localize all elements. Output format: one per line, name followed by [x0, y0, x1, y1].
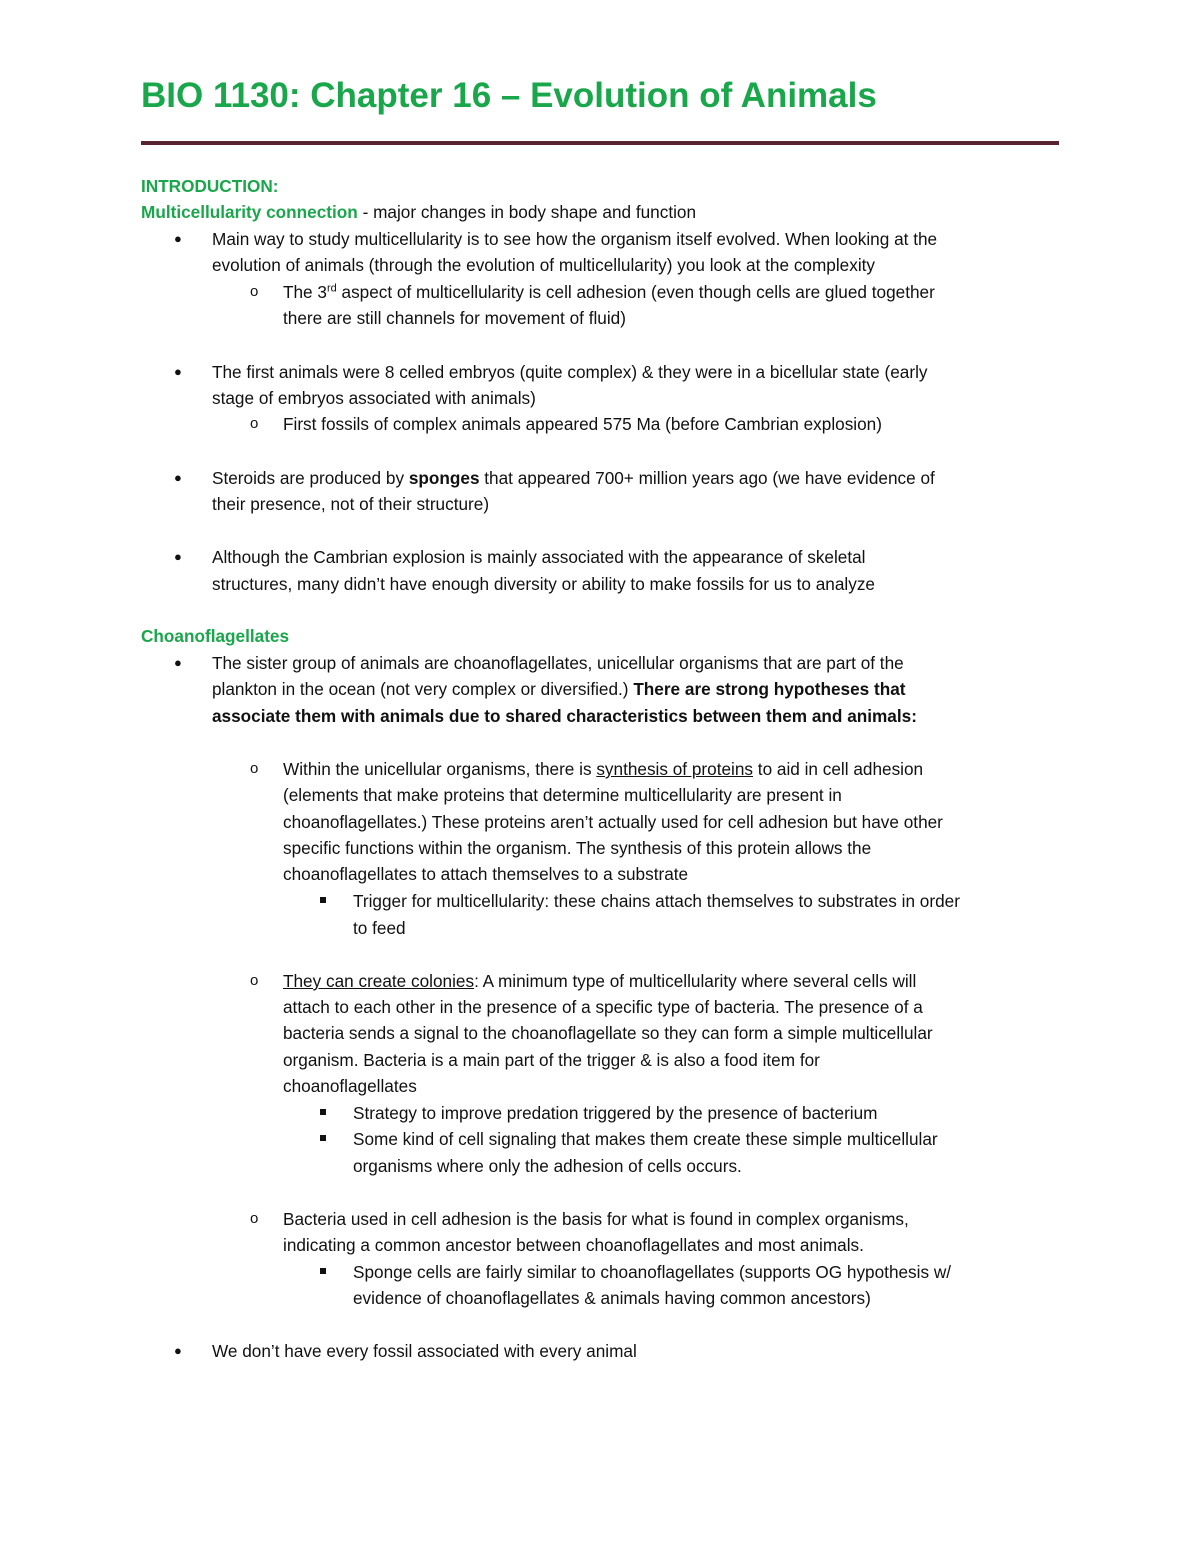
choano-bullet-1-line-2	[212, 678, 906, 700]
bullet-3-line-2: their presence, not of their structure)	[212, 494, 490, 514]
bullet-2a: First fossils of complex animals appeared 575 Ma (before Cambrian explosion)	[283, 414, 882, 434]
bullet-icon: ●	[174, 470, 182, 485]
sub-2-line-5: choanoflagellates	[283, 1076, 417, 1096]
sub-2b-line-2: organisms where only the adhesion of cells occurs.	[353, 1156, 742, 1176]
bullet-2-line-1: The first animals were 8 celled embryos (quite complex) & they were in a bicellular state (early	[212, 362, 928, 382]
bullet-3-line-1	[212, 467, 935, 489]
choano-bullet-1-line-1: The sister group of animals are choanoflagellates, unicellular organisms that are part of the	[212, 653, 904, 673]
bullet-4-line-1: Although the Cambrian explosion is mainly associated with the appearance of skeletal	[212, 547, 866, 567]
page-title: BIO 1130: Chapter 16 – Evolution of Animals	[141, 76, 877, 115]
multicellularity-line	[141, 201, 696, 223]
sub-1-line-3: choanoflagellates.) These proteins aren’t actually used for cell adhesion but have other	[283, 812, 943, 832]
sub-1a-line-2: to feed	[353, 918, 406, 938]
sub-3-line-2: indicating a common ancestor between choanoflagellates and most animals.	[283, 1235, 864, 1255]
sub-1-text: Within the unicellular organisms, there is	[283, 759, 597, 779]
bullet-icon: ●	[174, 364, 182, 379]
sub-2b-line-1: Some kind of cell signaling that makes them create these simple multicellular	[353, 1129, 938, 1149]
sub-1-underlined: synthesis of proteins	[596, 759, 754, 779]
sub-1-text-rest: to aid in cell adhesion	[753, 759, 924, 779]
sub-1-line-2: (elements that make proteins that determine multicellularity are present in	[283, 785, 842, 805]
bullet-icon: ●	[174, 549, 182, 564]
choanoflagellates-heading: Choanoflagellates	[141, 626, 290, 646]
sub-2-underlined: They can create colonies	[283, 971, 475, 991]
square-bullet-icon	[320, 897, 326, 903]
multicellularity-label: Multicellularity connection	[141, 202, 358, 222]
bullet-1a-text-rest: aspect of multicellularity is cell adhesion (even though cells are glued together	[336, 282, 935, 302]
sub-3-line-1: Bacteria used in cell adhesion is the basis for what is found in complex organisms,	[283, 1209, 909, 1229]
sub-2-line-4: organism. Bacteria is a main part of the trigger & is also a food item for	[283, 1050, 820, 1070]
sub-3a-line-1: Sponge cells are fairly similar to choanoflagellates (supports OG hypothesis w/	[353, 1262, 952, 1282]
bullet-1-line-2: evolution of animals (through the evolution of multicellularity) you look at the complexity	[212, 255, 876, 275]
circle-bullet-icon: o	[250, 760, 259, 777]
circle-bullet-icon: o	[250, 415, 259, 432]
sub-2-text-rest: : A minimum type of multicellularity where several cells will	[474, 971, 917, 991]
circle-bullet-icon: o	[250, 1210, 259, 1227]
sub-1-line-5: choanoflagellates to attach themselves to a substrate	[283, 864, 689, 884]
bullet-1-line-1: Main way to study multicellularity is to see how the organism itself evolved. When looking at the	[212, 229, 938, 249]
sub-2-line-1	[283, 970, 916, 992]
bullet-2-line-2: stage of embryos associated with animals)	[212, 388, 536, 408]
bullet-1a-line-2: there are still channels for movement of fluid)	[283, 308, 626, 328]
bullet-3-text: Steroids are produced by	[212, 468, 409, 488]
sub-1a-line-1: Trigger for multicellularity: these chains attach themselves to substrates in order	[353, 891, 960, 911]
choano-bullet-1-text: plankton in the ocean (not very complex or diversified.)	[212, 679, 634, 699]
circle-bullet-icon: o	[250, 283, 259, 300]
sub-2-line-2: attach to each other in the presence of a specific type of bacteria. The presence of a	[283, 997, 923, 1017]
square-bullet-icon	[320, 1268, 326, 1274]
sub-3a-line-2: evidence of choanoflagellates & animals having common ancestors)	[353, 1288, 871, 1308]
sub-1-line-1	[283, 758, 923, 780]
intro-heading: INTRODUCTION:	[141, 176, 279, 196]
choano-bullet-1-bold: There are strong hypotheses that	[633, 679, 906, 699]
bullet-icon: ●	[174, 655, 182, 670]
ordinal-suffix: rd	[326, 282, 337, 295]
sub-2a: Strategy to improve predation triggered by the presence of bacterium	[353, 1103, 878, 1123]
bullet-icon: ●	[174, 231, 182, 246]
circle-bullet-icon: o	[250, 972, 259, 989]
bullet-3-text-rest: that appeared 700+ million years ago (we have evidence of	[479, 468, 935, 488]
square-bullet-icon	[320, 1109, 326, 1115]
sub-1-line-4: specific functions within the organism. The synthesis of this protein allows the	[283, 838, 872, 858]
choano-bullet-2: We don’t have every fossil associated with every animal	[212, 1341, 637, 1361]
sub-2-line-3: bacteria sends a signal to the choanoflagellate so they can form a simple multicellular	[283, 1023, 933, 1043]
bullet-4-line-2: structures, many didn’t have enough diversity or ability to make fossils for us to analyze	[212, 574, 875, 594]
square-bullet-icon	[320, 1135, 326, 1141]
bullet-3-bold: sponges	[408, 468, 480, 488]
title-divider	[141, 141, 1059, 145]
bullet-1a-line-1	[283, 281, 935, 303]
bullet-icon: ●	[174, 1343, 182, 1358]
multicellularity-desc: - major changes in body shape and function	[357, 202, 697, 222]
choano-bullet-1-line-3: associate them with animals due to shared characteristics between them and animals:	[212, 706, 917, 726]
bullet-1a-text: The 3	[283, 282, 327, 302]
